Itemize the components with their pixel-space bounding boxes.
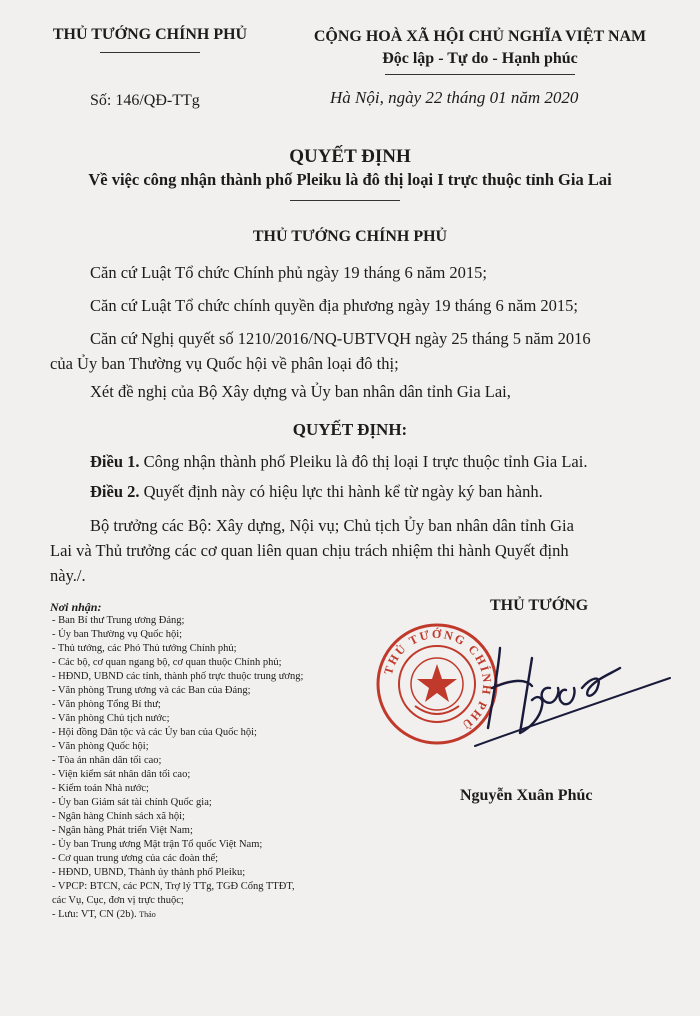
basis-line: Căn cứ Luật Tổ chức chính quyền địa phương ngày 19 tháng 6 năm 2015; [90,296,578,315]
agency-underline [100,52,200,53]
drafter-initials: Thảo [139,910,156,919]
signer-name: Nguyễn Xuân Phúc [460,787,593,804]
list-item: - Hội đồng Dân tộc và các Ủy ban của Quốc hội; [52,727,257,738]
issuing-agency: THỦ TƯỚNG CHÍNH PHỦ [52,26,248,43]
list-item: - Thủ tướng, các Phó Thủ tướng Chính phủ; [52,643,237,654]
decision-heading: QUYẾT ĐỊNH: [292,420,408,439]
recipient-list [52,614,303,922]
article-2 [90,482,543,502]
list-item: - Văn phòng Trung ương và các Ban của Đảng; [52,685,251,696]
article-label: Điều 2. [90,482,140,501]
list-item: - Văn phòng Tổng Bí thư; [52,699,161,710]
execution-line: Lai và Thủ trưởng các cơ quan liên quan chịu trách nhiệm thi hành Quyết định [50,541,569,560]
nation-name: CỘNG HOÀ XÃ HỘI CHỦ NGHĨA VIỆT NAM [313,28,647,45]
svg-text:THỦ TƯỚNG CHÍNH PHỦ: THỦ TƯỚNG CHÍNH PHỦ [381,626,495,733]
list-item: - HĐND, UBND, Thành ủy thành phố Pleiku; [52,867,246,878]
list-item: - Ngân hàng Chính sách xã hội; [52,811,185,822]
document-number: Số: 146/QĐ-TTg [90,92,200,109]
authority-heading: THỦ TƯỚNG CHÍNH PHỦ [252,228,448,245]
motto-underline [385,74,575,75]
list-item: - Văn phòng Chủ tịch nước; [52,713,170,724]
handwritten-signature-icon [470,628,675,758]
basis-line: của Ủy ban Thường vụ Quốc hội về phân loại đô thị; [50,354,399,373]
article-text: Công nhận thành phố Pleiku là đô thị loại I trực thuộc tỉnh Gia Lai. [143,452,588,471]
list-item: - Kiểm toán Nhà nước; [52,783,149,794]
execution-line: này./. [50,566,86,585]
list-item: - Ủy ban Trung ương Mặt trận Tổ quốc Việt Nam; [52,839,263,850]
article-1 [90,452,587,472]
article-label: Điều 1. [90,452,140,471]
recipients-title: Nơi nhận: [50,600,102,614]
basis-line: Xét đề nghị của Bộ Xây dựng và Ủy ban nhân dân tỉnh Gia Lai, [90,382,511,401]
national-motto: Độc lập - Tự do - Hạnh phúc [382,50,578,67]
document-subtitle: Về việc công nhận thành phố Pleiku là đô thị loại I trực thuộc tỉnh Gia Lai [88,170,612,189]
document-date: Hà Nội, ngày 22 tháng 01 năm 2020 [330,88,579,107]
signer-title: THỦ TƯỚNG [490,597,589,614]
article-text: Quyết định này có hiệu lực thi hành kể từ ngày ký ban hành. [143,482,543,501]
list-item-text: - Lưu: VT, CN (2b). [52,909,137,920]
title-underline [290,200,400,201]
list-item: - Ủy ban Thường vụ Quốc hội; [52,629,183,640]
list-item: - Các bộ, cơ quan ngang bộ, cơ quan thuộc Chính phủ; [52,657,282,668]
list-item [52,908,303,922]
list-item: - HĐND, UBND các tỉnh, thành phố trực thuộc trung ương; [52,671,304,682]
list-item: - VPCP: BTCN, các PCN, Trợ lý TTg, TGĐ Cổng TTĐT, [52,881,295,892]
list-item: - Cơ quan trung ương của các đoàn thể; [52,853,219,864]
list-item: - Tòa án nhân dân tối cao; [52,755,162,766]
document-title: QUYẾT ĐỊNH [289,146,411,167]
list-item: các Vụ, Cục, đơn vị trực thuộc; [52,895,184,906]
list-item: - Văn phòng Quốc hội; [52,741,149,752]
list-item: - Viện kiểm sát nhân dân tối cao; [52,769,191,780]
basis-line: Căn cứ Luật Tổ chức Chính phủ ngày 19 tháng 6 năm 2015; [90,263,488,282]
basis-line: Căn cứ Nghị quyết số 1210/2016/NQ-UBTVQH ngày 25 tháng 5 năm 2016 [90,329,591,348]
nation-header [270,26,690,70]
execution-line: Bộ trưởng các Bộ: Xây dựng, Nội vụ; Chủ tịch Ủy ban nhân dân tỉnh Gia [90,516,574,535]
list-item: - Ủy ban Giám sát tài chính Quốc gia; [52,797,212,808]
list-item: - Ban Bí thư Trung ương Đảng; [52,615,185,626]
list-item: - Ngân hàng Phát triển Việt Nam; [52,825,193,836]
